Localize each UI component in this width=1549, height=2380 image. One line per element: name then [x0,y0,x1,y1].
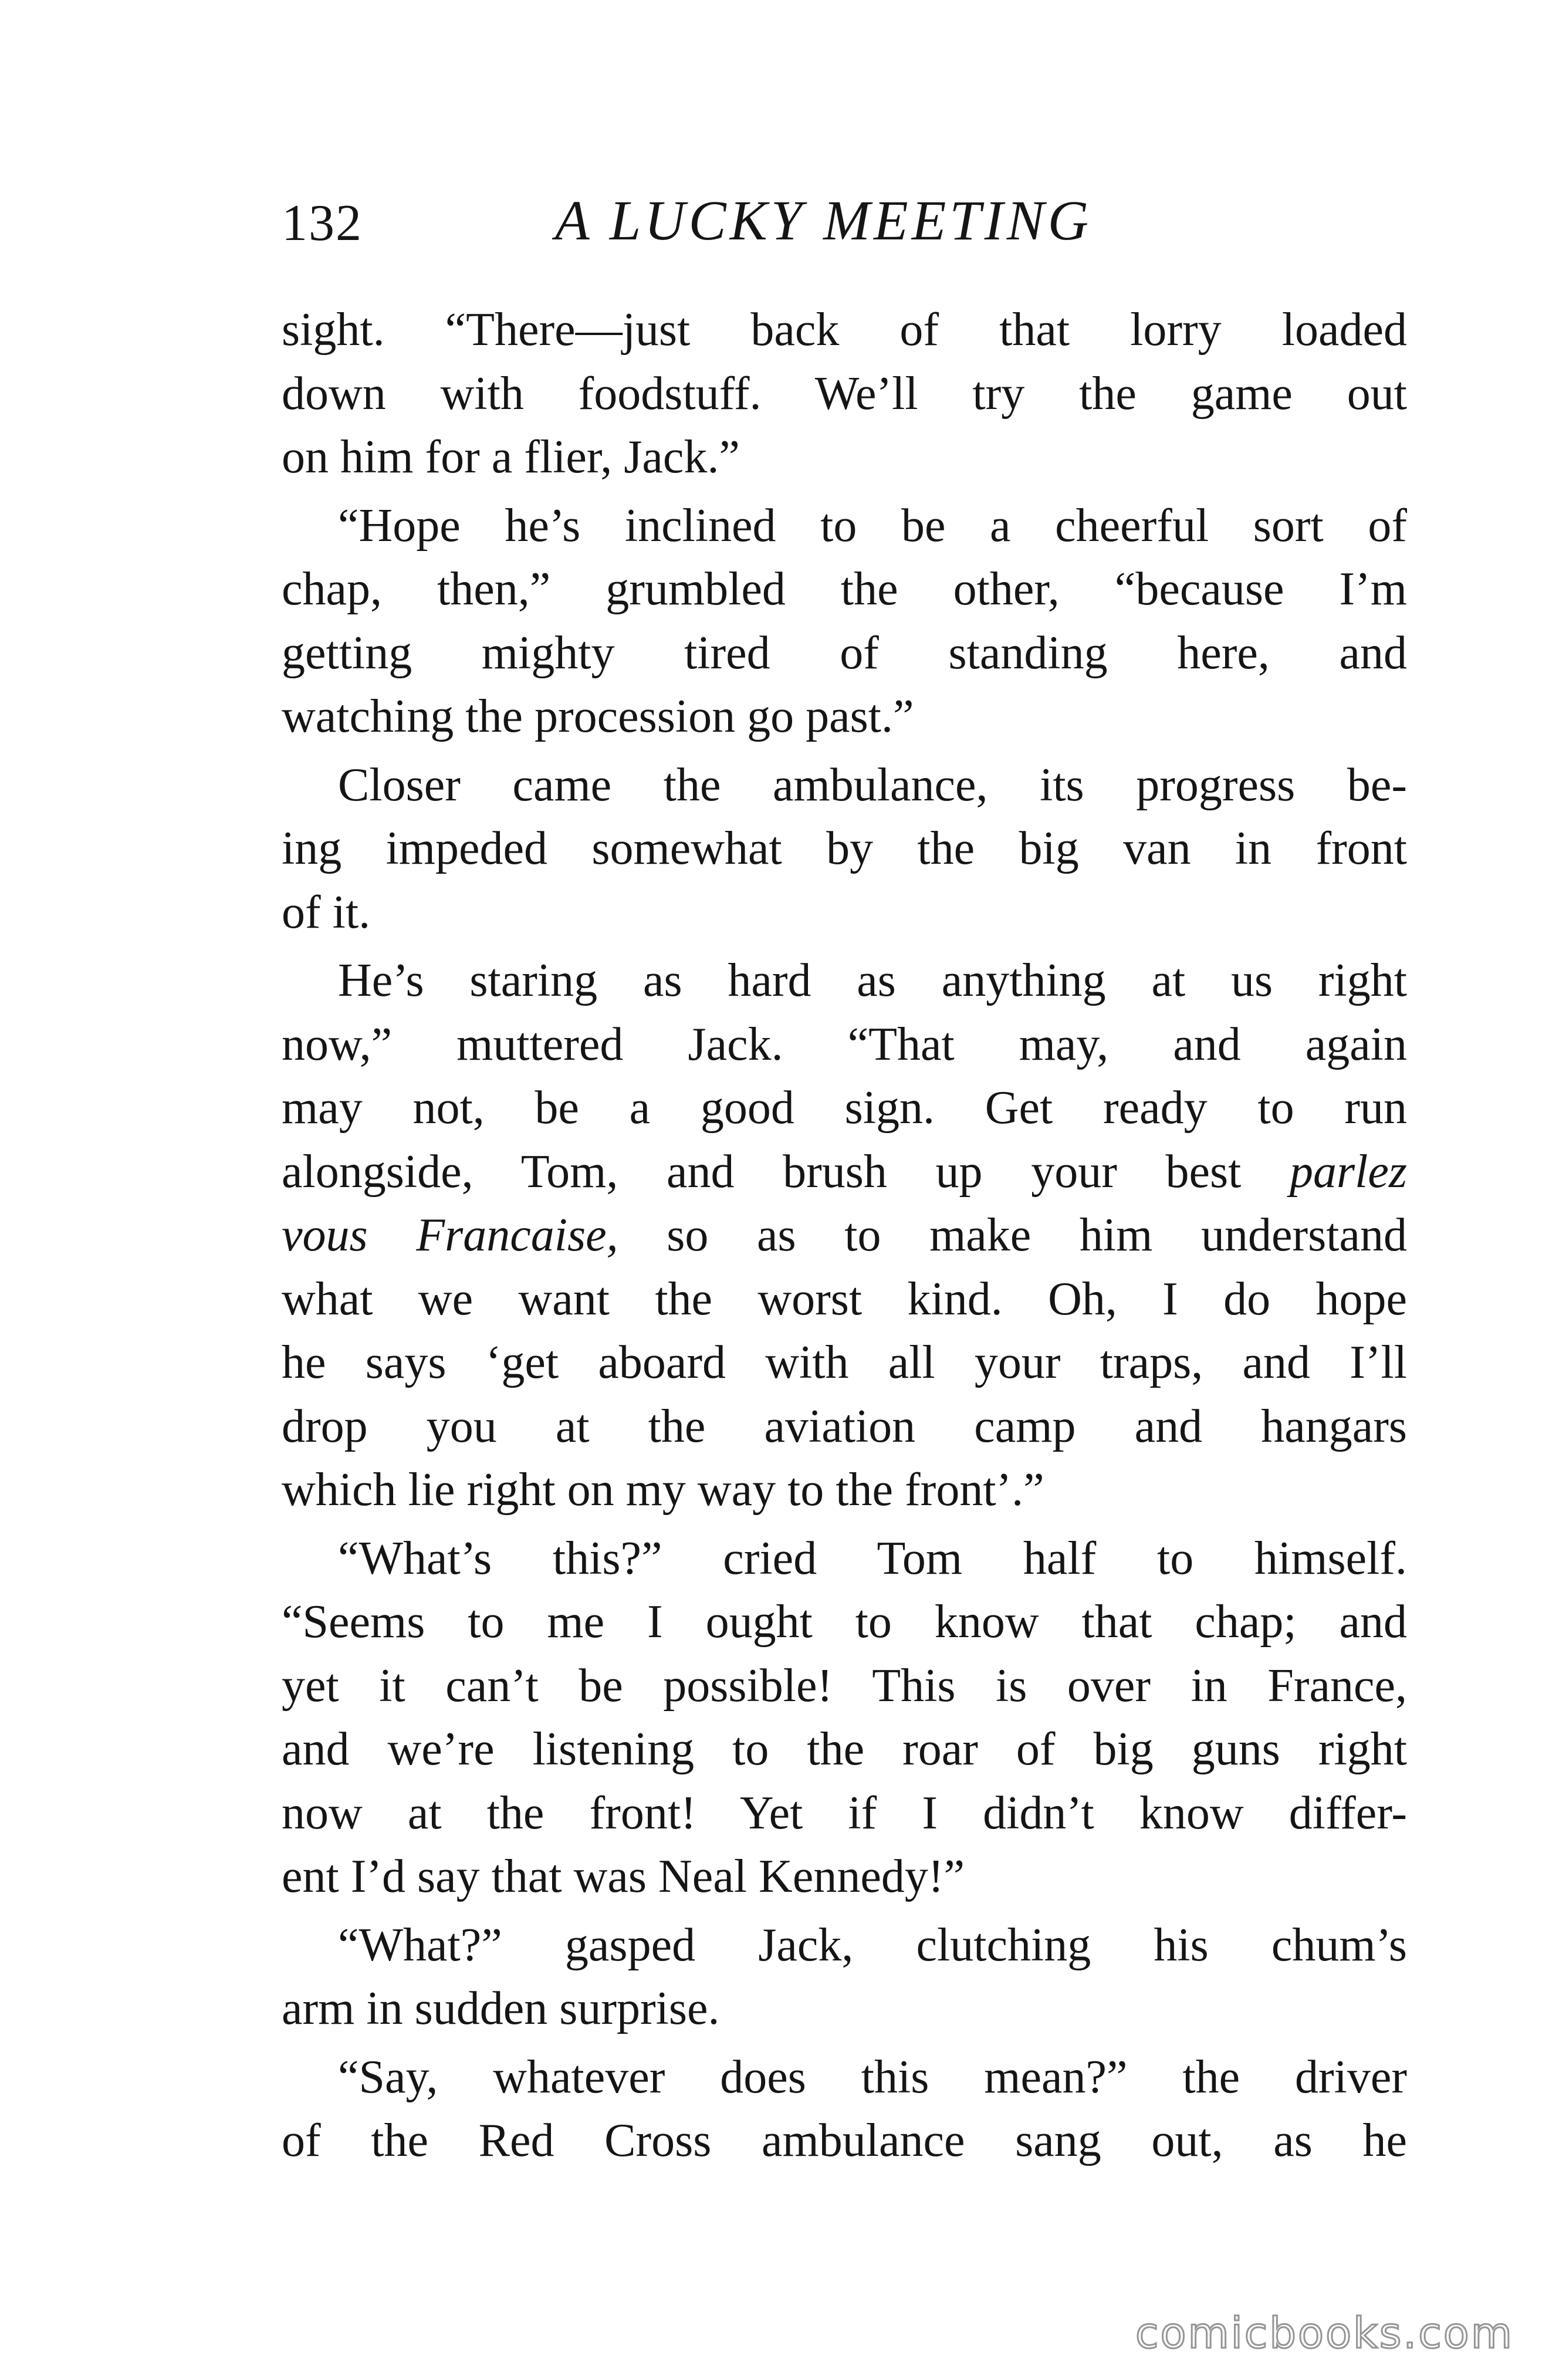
text-line [282,1203,1407,1267]
text-line: now at the front! Yet if I didn’t know differ- [282,1787,1407,1839]
page-body-text [282,298,1407,2173]
text-line: down with foodstuff. We’ll try the game out [282,367,1407,420]
text-line: ent I’d say that was Neal Kennedy!” [282,1851,965,1902]
text-line: and we’re listening to the roar of big guns right [282,1723,1407,1775]
text-line: drop you at the aviation camp and hangars [282,1400,1407,1452]
text-segment: alongside, Tom, and brush up your best [282,1145,1290,1198]
text-line: He’s staring as hard as anything at us right [338,955,1407,1006]
text-line: arm in sudden surprise. [282,1983,720,2034]
page-number: 132 [282,195,363,252]
text-line: watching the procession go past.” [282,691,914,742]
italic-phrase: vous Francaise, [282,1209,618,1261]
text-line: “Seems to me I ought to know that chap; and [282,1596,1407,1648]
text-line: he says ‘get aboard with all your traps, and I’ll [282,1337,1407,1388]
watermark: comicbooks.com [1135,2308,1514,2358]
text-line: now,” muttered Jack. “That may, and again [282,1018,1407,1070]
text-segment: so as to make him understand [618,1209,1407,1261]
text-line: on him for a flier, Jack.” [282,431,740,483]
text-line: sight. “There—just back of that lorry loaded [282,304,1407,356]
text-line: may not, be a good sign. Get ready to run [282,1082,1407,1134]
running-title: A LUCKY MEETING [555,189,1093,252]
text-line: what we want the worst kind. Oh, I do hope [282,1273,1407,1325]
text-line: chap, then,” grumbled the other, “because I’m [282,563,1407,615]
text-line: “What’s this?” cried Tom half to himself. [338,1532,1407,1584]
text-line: of the Red Cross ambulance sang out, as he [282,2115,1407,2166]
text-line: yet it can’t be possible! This is over in France, [282,1659,1407,1712]
text-line: of it. [282,886,371,938]
text-line: “Hope he’s inclined to be a cheerful sort of [338,499,1407,552]
page-header [282,188,1408,270]
italic-phrase: parlez [1290,1145,1407,1198]
text-line [282,1140,1407,1204]
text-line: Closer came the ambulance, its progress be- [338,759,1407,811]
text-line: getting mighty tired of standing here, and [282,627,1407,679]
text-line: “Say, whatever does this mean?” the driver [338,2051,1407,2103]
text-line: which lie right on my way to the front’.” [282,1464,1044,1516]
text-line: ing impeded somewhat by the big van in front [282,823,1407,874]
text-line: “What?” gasped Jack, clutching his chum’s [338,1919,1407,1971]
